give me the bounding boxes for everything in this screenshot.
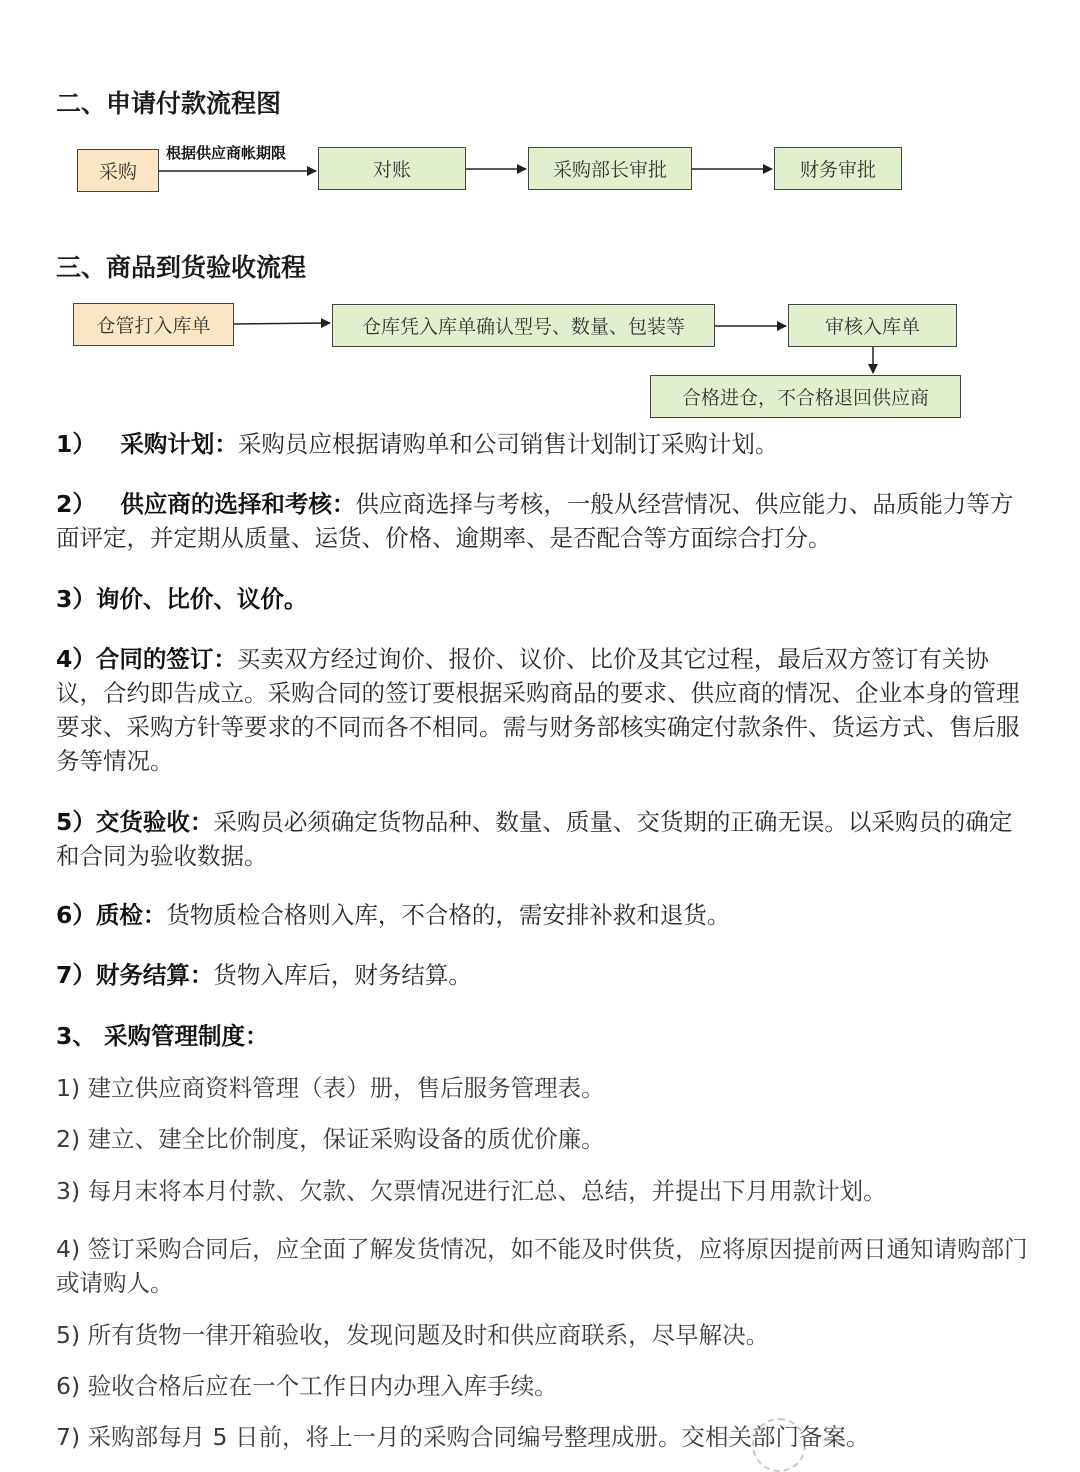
item-6: 6）质检：货物质检合格则入库，不合格的，需安排补救和退货。 (56, 901, 731, 929)
mgmt-item-5: 5) 所有货物一律开箱验收，发现问题及时和供应商联系，尽早解决。 (56, 1321, 770, 1349)
mgmt-item-1: 1) 建立供应商资料管理（表）册，售后服务管理表。 (56, 1074, 605, 1102)
flow-box-qualified-or-return: 合格进仓，不合格退回供应商 (650, 375, 961, 418)
flow-label-supplier-term: 根据供应商帐期限 (166, 144, 287, 162)
section-3-title: 三、商品到货验收流程 (56, 253, 307, 282)
mgmt-item-2: 2) 建立、建全比价制度，保证采购设备的质优价廉。 (56, 1125, 605, 1153)
watermark-stamp-icon (752, 1418, 806, 1472)
mgmt-title: 3、 采购管理制度： (56, 1022, 269, 1050)
flow-box-purchase: 采购 (77, 149, 159, 192)
item-4: 4）合同的签订：买卖双方经过询价、报价、议价、比价及其它过程，最后双方签订有关协议，合约即告成立。采购合同的签订要根据采购商品的要求、供应商的情况、企业本身的管理要求、采购方针等要求的不同而各不相同。需与财务部核实确定付款条件、货运方式、售后服务等情况。 (56, 645, 1020, 775)
item-5: 5）交货验收：采购员必须确定货物品种、数量、质量、交货期的正确无误。以采购员的确定和合同为验收数据。 (56, 808, 1013, 870)
item-2: 2） 供应商的选择和考核：供应商选择与考核，一般从经营情况、供应能力、品质能力等方面评定，并定期从质量、运货、价格、逾期率、是否配合等方面综合打分。 (56, 490, 1014, 552)
flow-arrows (0, 0, 1080, 430)
mgmt-item-7: 7) 采购部每月 5 日前，将上一月的采购合同编号整理成册。交相关部门备案。 (56, 1423, 870, 1451)
flow-box-review-entry: 审核入库单 (788, 304, 957, 347)
flow-box-reconcile: 对账 (318, 147, 466, 190)
item-7: 7）财务结算：货物入库后，财务结算。 (56, 961, 472, 989)
arrow-entry-to-verify (234, 323, 330, 324)
mgmt-item-3: 3) 每月末将本月付款、欠款、欠票情况进行汇总、总结，并提出下月用款计划。 (56, 1177, 887, 1205)
mgmt-item-6: 6) 验收合格后应在一个工作日内办理入库手续。 (56, 1372, 558, 1400)
flow-box-finance-approval: 财务审批 (774, 147, 902, 190)
mgmt-item-4: 4) 签订采购合同后，应全面了解发货情况，如不能及时供货，应将原因提前两日通知请购部门或请购人。 (56, 1235, 1028, 1297)
item-3: 3）询价、比价、议价。 (56, 585, 308, 613)
flow-box-warehouse-entry: 仓管打入库单 (73, 303, 234, 346)
flow-box-dept-head-approval: 采购部长审批 (528, 147, 692, 190)
item-1: 1） 采购计划：采购员应根据请购单和公司销售计划制订采购计划。 (56, 430, 779, 458)
section-2-title: 二、申请付款流程图 (56, 89, 282, 118)
flow-box-verify-goods: 仓库凭入库单确认型号、数量、包装等 (332, 304, 715, 347)
